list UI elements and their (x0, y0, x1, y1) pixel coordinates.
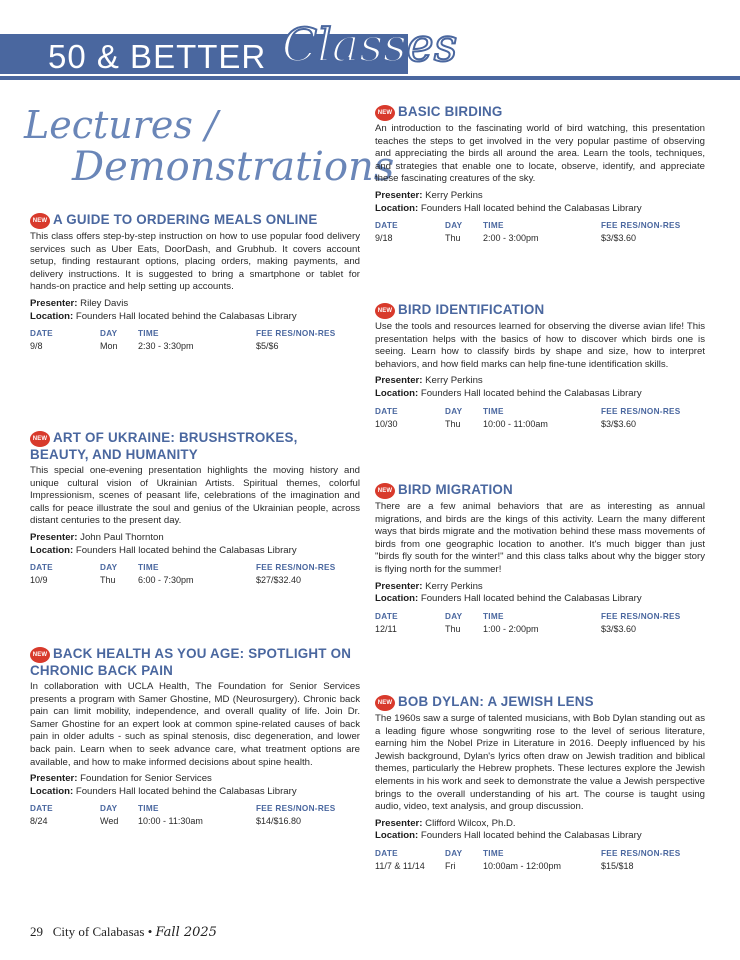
course-title: NEW BASIC BIRDING (375, 104, 705, 121)
header-title: 50 & BETTER (48, 38, 267, 75)
header-day: DAY (100, 329, 118, 339)
header-fee: FEE RES/NON-RES (256, 804, 336, 814)
new-badge-icon: NEW (375, 303, 395, 319)
header-day: DAY (100, 804, 118, 814)
course-title: NEW BACK HEALTH AS YOU AGE: SPOTLIGHT ON CHRONIC BACK PAIN (30, 646, 352, 678)
header-fee: FEE RES/NON-RES (256, 563, 336, 573)
header-day: DAY (445, 611, 463, 621)
course-schedule-table (375, 611, 705, 635)
course-title: NEW BIRD MIGRATION (375, 482, 705, 499)
header-date: DATE (375, 848, 398, 858)
footer-city: City of Calabasas (52, 924, 145, 939)
cell-time: 1:00 - 2:00pm (483, 623, 539, 634)
cell-time: 6:00 - 7:30pm (138, 575, 194, 586)
cell-time: 10:00 - 11:30am (138, 816, 203, 827)
cell-date: 12/11 (375, 623, 397, 634)
cell-day: Thu (445, 233, 461, 244)
header-day: DAY (100, 563, 118, 573)
course-title: NEW ART OF UKRAINE: BRUSHSTROKES, BEAUTY, AND HUMANITY (30, 430, 298, 462)
header-time: TIME (138, 563, 159, 573)
course-presenter: Presenter: Kerry Perkins (375, 580, 483, 592)
course-location: Location: Founders Hall located behind the Calabasas Library (30, 785, 297, 797)
page-number: 29 (30, 924, 43, 939)
footer-separator: • (147, 924, 153, 939)
course-presenter: Presenter: Clifford Wilcox, Ph.D. (375, 817, 516, 829)
header-date: DATE (30, 804, 53, 814)
header-fee: FEE RES/NON-RES (601, 848, 681, 858)
course-description: This class offers step-by-step instruction on how to use popular food delivery services such as Uber Eats, DoorDash, and Grubhub. It covers account setup, finding restaurant options, placing orders, making payments, and delivery instructions. It is suggested to bring a smartphone or tablet for hands-on practice and help setting up accounts. (30, 231, 360, 293)
cell-day: Wed (100, 816, 119, 827)
header-fee: FEE RES/NON-RES (256, 329, 336, 339)
cell-fee: $3/$3.60 (601, 623, 637, 634)
course-location: Location: Founders Hall located behind the Calabasas Library (375, 593, 642, 605)
page-footer (30, 924, 217, 940)
cell-day: Fri (445, 860, 456, 871)
header-date: DATE (375, 406, 398, 416)
header-time: TIME (138, 329, 159, 339)
cell-fee: $3/$3.60 (601, 418, 637, 429)
course-presenter: Presenter: Kerry Perkins (375, 375, 483, 387)
course-location: Location: Founders Hall located behind the Calabasas Library (375, 830, 642, 842)
header-day: DAY (445, 406, 463, 416)
cell-time: 10:00am - 12:00pm (483, 860, 562, 871)
cell-date: 10/30 (375, 418, 398, 429)
cell-fee: $27/$32.40 (256, 575, 302, 586)
course-schedule-table (30, 328, 360, 352)
header-time: TIME (138, 804, 159, 814)
header-time: TIME (483, 611, 504, 621)
new-badge-icon: NEW (375, 105, 395, 121)
cell-date: 11/7 & 11/14 (375, 860, 425, 871)
section-title-line1: Lectures / (24, 103, 218, 147)
cell-time: 2:30 - 3:30pm (138, 341, 194, 352)
new-badge-icon: NEW (30, 431, 50, 447)
cell-fee: $3/$3.60 (601, 233, 637, 244)
header-script-title: Classes (282, 18, 458, 72)
course-schedule-table (375, 220, 705, 244)
course-title: NEW BIRD IDENTIFICATION (375, 302, 705, 319)
header-fee: FEE RES/NON-RES (601, 221, 681, 231)
course-location: Location: Founders Hall located behind the Calabasas Library (375, 387, 642, 399)
course-schedule-table (375, 848, 705, 872)
cell-day: Thu (445, 623, 461, 634)
cell-fee: $5/$6 (256, 341, 279, 352)
new-badge-icon: NEW (375, 695, 395, 711)
course-schedule-table (30, 562, 360, 586)
course-art-of-ukraine (30, 430, 360, 586)
cell-fee: $15/$18 (601, 860, 634, 871)
header-date: DATE (375, 611, 398, 621)
header-date: DATE (30, 563, 53, 573)
cell-day: Thu (445, 418, 461, 429)
course-description: An introduction to the fascinating world of bird watching, this presentation teaches the steps to get involved in the very popular pastime of observing and appreciating the birds all around the area. Learn the tools, techniques, and strategies that enable one to locate, observe, identify, and appreciate these fascinating creatures of the sky. (375, 123, 705, 185)
course-presenter: Presenter: Foundation for Senior Services (30, 773, 212, 785)
header-rule (0, 76, 740, 80)
new-badge-icon: NEW (30, 213, 50, 229)
header-time: TIME (483, 848, 504, 858)
course-back-health (30, 646, 360, 827)
header-date: DATE (30, 329, 53, 339)
course-location: Location: Founders Hall located behind the Calabasas Library (30, 544, 297, 556)
course-description: Use the tools and resources learned for observing the diverse avian life! This presentation helps with the basics of how to discover which birds one is seeing. Learn how to classify birds by shape and size, how to interpret behaviors, and how field marks can help fine-tune identification skills. (375, 321, 705, 370)
course-bird-identification (375, 302, 705, 430)
cell-day: Mon (100, 341, 118, 352)
course-presenter: Presenter: Kerry Perkins (375, 189, 483, 201)
header-day: DAY (445, 221, 463, 231)
cell-time: 10:00 - 11:00am (483, 418, 548, 429)
course-description: This special one-evening presentation highlights the moving history and unique cultural vision of Ukrainian Artists. Spiritual themes, colorful Impressionism, scenes of peasant life, celebrations of the imagination and calls for peace illustrate the soul and genius of the Ukrainian people, across distant centuries to the present day. (30, 465, 360, 527)
section-title-line2: Demonstrations (72, 143, 395, 190)
header-date: DATE (375, 221, 398, 231)
header-day: DAY (445, 848, 463, 858)
header-fee: FEE RES/NON-RES (601, 611, 681, 621)
course-bob-dylan (375, 694, 705, 872)
cell-date: 10/9 (30, 575, 48, 586)
course-schedule-table (375, 406, 705, 430)
course-title: NEW A GUIDE TO ORDERING MEALS ONLINE (30, 212, 360, 229)
course-location: Location: Founders Hall located behind the Calabasas Library (30, 310, 297, 322)
header-banner (0, 18, 740, 80)
cell-date: 9/18 (375, 233, 393, 244)
cell-time: 2:00 - 3:00pm (483, 233, 539, 244)
header-fee: FEE RES/NON-RES (601, 406, 681, 416)
course-basic-birding (375, 104, 705, 244)
course-presenter: Presenter: Riley Davis (30, 297, 129, 309)
course-bird-migration (375, 482, 705, 635)
course-schedule-table (30, 803, 360, 827)
new-badge-icon: NEW (375, 483, 395, 499)
course-title: NEW BOB DYLAN: A JEWISH LENS (375, 694, 705, 711)
course-location: Location: Founders Hall located behind the Calabasas Library (375, 202, 642, 214)
cell-date: 8/24 (30, 816, 48, 827)
header-time: TIME (483, 406, 504, 416)
header-time: TIME (483, 221, 504, 231)
footer-season: Fall 2025 (155, 925, 217, 940)
course-description: There are a few animal behaviors that are as interesting as annual migrations, and birds are the kings of this activity. Learn the many different ways that birds migrate and the motivation behind these mass movements of birds from one geographic location to another. It's much bigger than just "birds fly south for the winter!" and this class talks about why the bigger story is flying north for the summer! (375, 501, 705, 575)
cell-day: Thu (100, 575, 116, 586)
cell-date: 9/8 (30, 341, 43, 352)
course-presenter: Presenter: John Paul Thornton (30, 531, 164, 543)
cell-fee: $14/$16.80 (256, 816, 302, 827)
new-badge-icon: NEW (30, 647, 50, 663)
course-description: The 1960s saw a surge of talented musicians, with Bob Dylan standing out as a leading figure whose songwriting rose to the level of serious literature, earning him the Nobel Prize in Literature in 2016. Deeply influenced by his Jewish background, Dylan's lyrics often draw on Jewish tradition and biblical themes, particularly the Hebrew prophets. These lectures explore the Jewish elements in his work and seek to demonstrate the value a Jewish perspective brings to the overall understanding of his art. The course is taught using audio, video, text analysis, and group discussion. (375, 713, 705, 813)
course-description: In collaboration with UCLA Health, The Foundation for Senior Services presents a program with Samer Ghostine, MD (Neurosurgery). Chronic back pain can limit mobility, independence, and overall quality of life. Join Dr. Samer Ghostine for an expert look at common spine-related causes of back pain in older adults - such as spinal stenosis, disc degeneration, and lower back pain. Learn when to seek advance care, what treatment options are available, and how to make informed decisions about spine health. (30, 681, 360, 768)
course-ordering-meals (30, 212, 360, 352)
